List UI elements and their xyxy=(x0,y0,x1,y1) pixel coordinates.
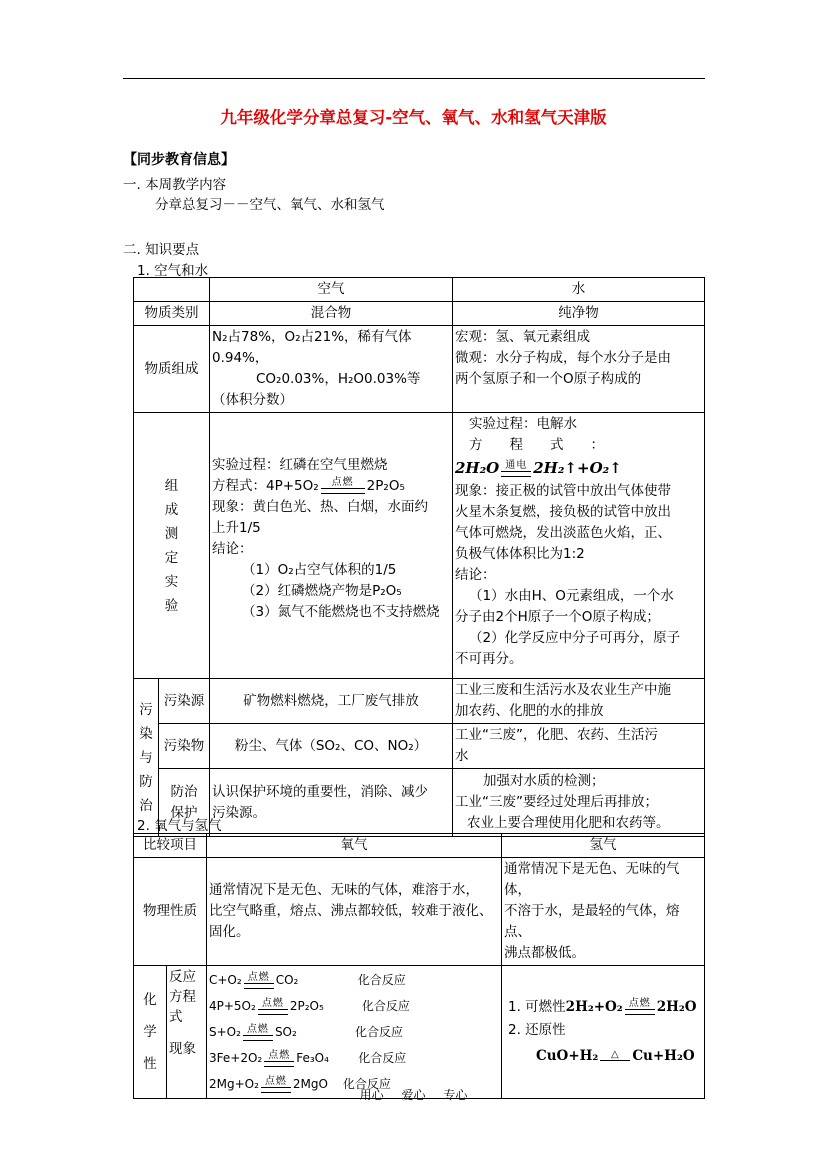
air-comp-line2: CO₂0.03%，H₂O0.03%等 xyxy=(256,371,421,387)
pol-char: 防 xyxy=(139,773,153,790)
air-composition xyxy=(210,326,453,413)
row-composition-label: 物质组成 xyxy=(134,326,210,413)
water-comp-line3: 两个氢原子和一个O原子构成的 xyxy=(455,371,642,387)
reaction-row xyxy=(209,993,499,1019)
page-title: 九年级化学分章总复习-空气、氧气、水和氢气天津版 xyxy=(220,108,607,127)
water-p4: 负极气体体积比为1:2 xyxy=(455,546,585,562)
water-p1: 现象：接正极的试管中放出气体使带 xyxy=(455,483,671,499)
footer xyxy=(0,1086,827,1103)
reaction-type: 化合反应 xyxy=(357,973,406,987)
water-p3: 气体可燃烧，发出淡蓝色火焰，正、 xyxy=(455,525,671,541)
protect-air xyxy=(210,769,453,837)
h2-phys-2: 不溶于水，是最轻的气体，熔点、 xyxy=(504,903,680,940)
reaction-left: C+O₂ xyxy=(209,973,242,987)
air-c2: （2）红磷燃烧产物是P₂O₅ xyxy=(242,583,402,599)
o2-reactions xyxy=(207,966,502,1099)
water-eq-label: 方 程 式 ： xyxy=(469,437,604,453)
exp-char: 实 xyxy=(164,573,179,590)
h2-p1-right: 2H₂O xyxy=(656,998,697,1015)
air-phenomenon2: 上升1/5 xyxy=(212,520,261,536)
experiment-label xyxy=(134,413,210,679)
air-comp-line1: N₂占78%，O₂占21%，稀有气体0.94%， xyxy=(212,329,412,366)
reaction-row xyxy=(209,1019,499,1045)
equals-bars xyxy=(264,1061,294,1067)
header-blank xyxy=(134,278,210,302)
water-c1a: （1）水由H、O元素组成，一个水 xyxy=(469,588,674,604)
h2-p2-right: Cu+H₂O xyxy=(632,1047,695,1064)
equals-bars xyxy=(321,488,365,494)
water-category: 纯净物 xyxy=(453,302,705,326)
footer-item: 专心 xyxy=(443,1088,468,1102)
pol-char: 与 xyxy=(139,749,153,766)
reaction-right: 2MgO xyxy=(292,1077,328,1091)
pollution-source-air: 矿物燃料燃烧，工厂废气排放 xyxy=(210,679,453,724)
reaction-left: 3Fe+2O₂ xyxy=(209,1051,263,1065)
water-composition xyxy=(453,326,705,413)
water-exp-process: 实验过程：电解水 xyxy=(469,416,577,432)
col-water: 水 xyxy=(453,278,705,302)
h2-physical xyxy=(502,858,705,966)
reaction-cond: 点燃 xyxy=(261,997,284,1009)
reaction-cond: 点燃 xyxy=(246,1023,269,1035)
chem-char: 性 xyxy=(143,1056,157,1072)
reaction-left: 2Mg+O₂ xyxy=(209,1077,259,1091)
pollutant-label: 污染物 xyxy=(159,724,210,769)
protect-air-1: 认识保护环境的重要性，消除、减少 xyxy=(212,783,428,800)
reaction-type: 化合反应 xyxy=(354,1025,403,1039)
reaction-cond: 点燃 xyxy=(268,1049,291,1061)
equals-bars xyxy=(625,1009,655,1015)
reaction-right: 2P₂O₅ xyxy=(289,999,324,1013)
source-water-2: 加农药、化肥的水的排放 xyxy=(455,703,604,719)
sub-label-4: 现象 xyxy=(169,1041,196,1057)
reaction-type: 化合反应 xyxy=(361,999,410,1013)
water-c2a: （2）化学反应中分子可再分，原子 xyxy=(469,630,681,646)
pollution-group-label xyxy=(134,679,159,837)
h2-chemical xyxy=(502,966,705,1099)
h2-p2-label: 2. 还原性 xyxy=(508,1021,566,1038)
pollutant-air: 粉尘、气体（SO₂、CO、NO₂） xyxy=(210,724,453,769)
pol-char: 污 xyxy=(139,701,153,718)
physical-label: 物理性质 xyxy=(134,858,207,966)
reaction-cond: 点燃 xyxy=(247,971,270,983)
h2-p1-left: 2H₂+O₂ xyxy=(565,998,623,1015)
pollutant-water xyxy=(453,724,705,769)
pol-char: 染 xyxy=(139,725,153,742)
air-experiment xyxy=(210,413,453,679)
protect-water-2: 工业“三废”要经过处理后再排放； xyxy=(455,794,658,810)
equals-bars xyxy=(244,983,274,989)
water-equation xyxy=(455,456,702,481)
col-h2: 氢气 xyxy=(502,834,705,858)
sub-label-2: 方程 xyxy=(169,989,196,1005)
air-exp-process: 实验过程：红磷在空气里燃烧 xyxy=(212,457,388,473)
protect-water-3: 农业上要合理使用化肥和农药等。 xyxy=(467,815,670,831)
air-conclusion: 结论： xyxy=(212,541,253,557)
air-category: 混合物 xyxy=(210,302,453,326)
section1-heading: 一. 本周教学内容 xyxy=(123,177,227,193)
water-eq-right: 2H₂↑+O₂↑ xyxy=(533,459,622,477)
sync-header: 【同步教育信息】 xyxy=(123,152,235,168)
col-item: 比较项目 xyxy=(134,834,207,858)
air-comp-line3: （体积分数） xyxy=(212,392,293,408)
exp-char: 成 xyxy=(164,501,179,518)
reaction-row xyxy=(209,1045,499,1071)
h2-phys-3: 沸点都极低。 xyxy=(504,945,585,961)
reaction-left: 4P+5O₂ xyxy=(209,999,256,1013)
chem-char: 学 xyxy=(143,1024,157,1040)
chemical-sub-label xyxy=(167,966,207,1099)
reaction-left: S+O₂ xyxy=(209,1025,241,1039)
footer-item: 用心 xyxy=(359,1088,384,1102)
water-comp-line1: 宏观：氢、氧元素组成 xyxy=(455,329,590,345)
col-o2: 氧气 xyxy=(207,834,502,858)
water-experiment xyxy=(453,413,705,679)
o2-phys-3: 固化。 xyxy=(209,924,250,940)
section2-heading: 二. 知识要点 xyxy=(123,242,200,258)
protect-water-1: 加强对水质的检测； xyxy=(483,773,605,789)
pollutant-water-1: 工业“三废”，化肥、农药、生活污 xyxy=(455,727,658,743)
air-phenomenon1: 现象：黄白色光、热、白烟，水面约 xyxy=(212,499,428,515)
reaction-cond: 点燃 xyxy=(264,1075,287,1087)
exp-char: 组 xyxy=(164,477,179,494)
air-c3: （3）氮气不能燃烧也不支持燃烧 xyxy=(242,604,440,620)
reaction-right: SO₂ xyxy=(274,1025,297,1039)
equals-bars xyxy=(258,1009,288,1015)
h2-reduction xyxy=(508,1041,702,1071)
h2-p1-label: 1. 可燃性 xyxy=(508,998,566,1015)
h2-flammability xyxy=(508,994,702,1020)
air-exp-equation xyxy=(212,476,450,497)
chem-char: 化 xyxy=(143,992,157,1008)
exp-char: 测 xyxy=(164,525,179,542)
o2-phys-1: 通常情况下是无色、无味的气体，难溶于水， xyxy=(209,882,479,898)
air-eq-right: 2P₂O₅ xyxy=(366,478,405,494)
water-p2: 火星木条复燃，接负极的试管中放出 xyxy=(455,504,671,520)
equals-bars xyxy=(600,1060,630,1061)
source-water-1: 工业三废和生活污水及农业生产中施 xyxy=(455,682,671,698)
reaction-type: 化合反应 xyxy=(358,1051,407,1065)
air-water-table xyxy=(133,277,705,837)
header-rule xyxy=(123,78,705,79)
pollution-source-label: 污染源 xyxy=(159,679,210,724)
col-air: 空气 xyxy=(210,278,453,302)
section1-content: 分章总复习－－空气、氧气、水和氢气 xyxy=(155,197,385,213)
h2-p1-cond: 点燃 xyxy=(628,997,651,1009)
pollutant-water-2: 水 xyxy=(455,748,469,764)
delta-icon: △ xyxy=(610,1049,620,1060)
pollution-source-water xyxy=(453,679,705,724)
oxygen-hydrogen-table xyxy=(133,833,705,1099)
footer-item: 爱心 xyxy=(401,1088,426,1102)
exp-char: 定 xyxy=(164,549,179,566)
subsection-air-water: 1. 空气和水 xyxy=(137,263,209,279)
air-eq-left: 方程式：4P+5O₂ xyxy=(212,478,319,494)
h2-p2-left: CuO+H₂ xyxy=(536,1047,599,1064)
reaction-right: CO₂ xyxy=(275,973,299,987)
o2-physical xyxy=(207,858,502,966)
air-eq-cond: 点燃 xyxy=(331,477,354,488)
equals-bars xyxy=(243,1035,273,1041)
water-c2b: 不可再分。 xyxy=(455,651,523,667)
pol-char: 治 xyxy=(139,797,153,814)
sub-label-1: 反应 xyxy=(169,969,196,985)
reaction-right: Fe₃O₄ xyxy=(296,1051,329,1065)
water-comp-line2: 微观：水分子构成，每个水分子是由 xyxy=(455,350,671,366)
subsection-oxygen-hydrogen: 2. 氧气与氢气 xyxy=(137,818,222,834)
water-conclusion: 结论： xyxy=(455,567,496,583)
water-eq-left: 2H₂O xyxy=(455,459,500,477)
protect-label-1: 防治 xyxy=(170,783,198,800)
row-category-label: 物质类别 xyxy=(134,302,210,326)
h2-phys-1: 通常情况下是无色、无味的气体， xyxy=(504,861,680,898)
protect-water xyxy=(453,769,705,837)
protect-air-2: 污染源。 xyxy=(212,804,266,821)
reaction-type: 化合反应 xyxy=(342,1077,391,1091)
sub-label-3: 式 xyxy=(169,1009,183,1025)
reaction-row xyxy=(209,967,499,993)
o2-phys-2: 比空气略重，熔点、沸点都较低，较难于液化、 xyxy=(209,903,493,919)
water-c1b: 分子由2个H原子一个O原子构成； xyxy=(455,609,660,625)
protect-label-2: 保护 xyxy=(170,804,198,821)
exp-char: 验 xyxy=(164,597,179,614)
air-c1: （1）O₂占空气体积的1/5 xyxy=(242,562,397,578)
heat-condition xyxy=(600,1050,630,1061)
water-eq-cond: 通电 xyxy=(505,460,528,471)
equals-bars xyxy=(501,471,531,477)
chemical-group-label xyxy=(134,966,167,1099)
